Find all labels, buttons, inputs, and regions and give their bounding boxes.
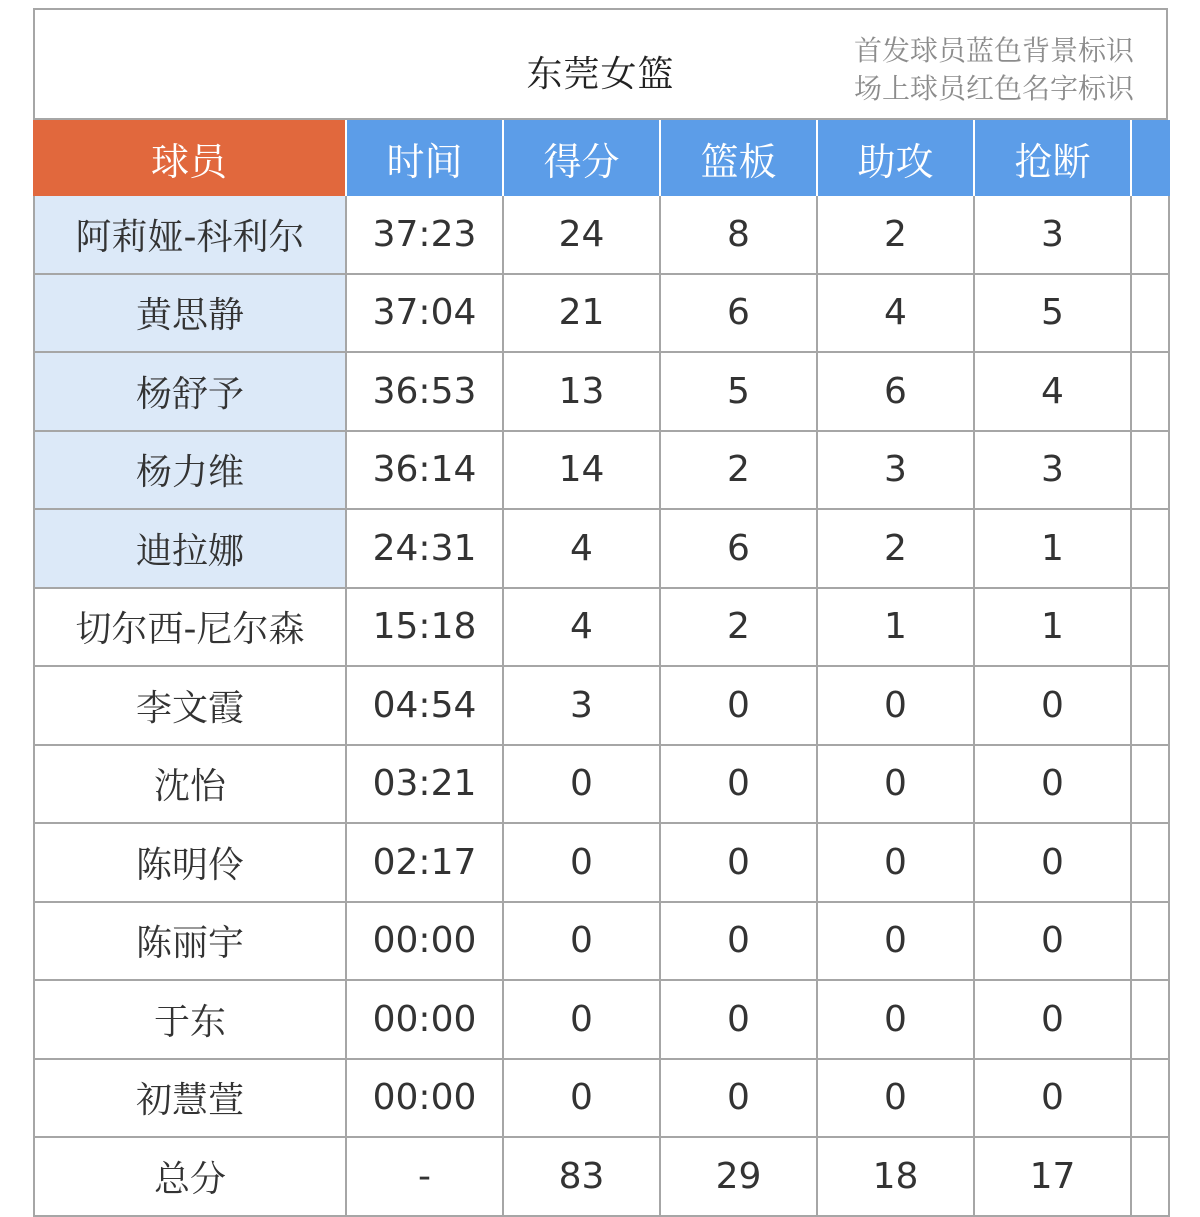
time-cell: 15:18 (347, 589, 504, 666)
extra-column-cell (1132, 667, 1170, 744)
steals-cell: 0 (975, 981, 1132, 1058)
assists-cell: 4 (818, 275, 975, 352)
header-player: 球员 (33, 120, 347, 196)
extra-column-cell (1132, 824, 1170, 901)
rebounds-cell: 2 (661, 432, 818, 509)
time-cell: 03:21 (347, 746, 504, 823)
player-row (33, 1060, 1170, 1139)
steals-cell: 0 (975, 903, 1132, 980)
points-cell: 4 (504, 589, 661, 666)
player-row (33, 353, 1170, 432)
points-cell: 3 (504, 667, 661, 744)
time-cell: 36:14 (347, 432, 504, 509)
player-row (33, 275, 1170, 354)
rebounds-cell: 2 (661, 589, 818, 666)
points-cell: 0 (504, 903, 661, 980)
points-cell: 0 (504, 746, 661, 823)
player-row (33, 589, 1170, 668)
points-cell: 13 (504, 353, 661, 430)
assists-cell: 0 (818, 746, 975, 823)
player-cell: 总分 (33, 1138, 347, 1215)
steals-cell: 1 (975, 589, 1132, 666)
time-cell: 36:53 (347, 353, 504, 430)
time-cell: 00:00 (347, 903, 504, 980)
legend-starter-note: 首发球员蓝色背景标识 (853, 34, 1134, 67)
time-cell: 00:00 (347, 981, 504, 1058)
points-cell: 0 (504, 824, 661, 901)
time-cell: 00:00 (347, 1060, 504, 1137)
header-steals: 抢断 (975, 120, 1132, 196)
rebounds-cell: 0 (661, 1060, 818, 1137)
time-cell: 37:04 (347, 275, 504, 352)
table-title-box (33, 8, 1168, 120)
rebounds-cell: 6 (661, 275, 818, 352)
time-cell: 02:17 (347, 824, 504, 901)
assists-cell: 3 (818, 432, 975, 509)
assists-cell: 2 (818, 510, 975, 587)
player-cell: 李文霞 (33, 667, 347, 744)
player-cell: 沈怡 (33, 746, 347, 823)
steals-cell: 4 (975, 353, 1132, 430)
assists-cell: 0 (818, 824, 975, 901)
rebounds-cell: 8 (661, 196, 818, 273)
extra-column-cell (1132, 903, 1170, 980)
player-row (33, 432, 1170, 511)
player-row (33, 196, 1170, 275)
assists-cell: 0 (818, 903, 975, 980)
rebounds-cell: 0 (661, 746, 818, 823)
points-cell: 24 (504, 196, 661, 273)
extra-column-cell (1132, 353, 1170, 430)
extra-column-cell (1132, 196, 1170, 273)
extra-column-cell (1132, 1138, 1170, 1215)
player-row (33, 903, 1170, 982)
player-cell: 陈丽宇 (33, 903, 347, 980)
points-cell: 14 (504, 432, 661, 509)
player-cell: 初慧萱 (33, 1060, 347, 1137)
player-cell: 阿莉娅-科利尔 (33, 196, 347, 273)
extra-column-cell (1132, 432, 1170, 509)
steals-cell: 0 (975, 667, 1132, 744)
legend-oncourt-note: 场上球员红色名字标识 (853, 72, 1134, 105)
player-row (33, 510, 1170, 589)
rebounds-cell: 0 (661, 667, 818, 744)
header-points: 得分 (504, 120, 661, 196)
extra-column-cell (1132, 510, 1170, 587)
steals-cell: 0 (975, 746, 1132, 823)
header-extra-column (1132, 120, 1170, 196)
points-cell: 0 (504, 1060, 661, 1137)
player-cell: 杨力维 (33, 432, 347, 509)
assists-cell: 1 (818, 589, 975, 666)
player-cell: 切尔西-尼尔森 (33, 589, 347, 666)
header-time: 时间 (347, 120, 504, 196)
assists-cell: 0 (818, 1060, 975, 1137)
player-row (33, 746, 1170, 825)
team-title: 东莞女篮 (526, 54, 675, 95)
steals-cell: 3 (975, 432, 1132, 509)
player-row (33, 824, 1170, 903)
points-cell: 0 (504, 981, 661, 1058)
time-cell: - (347, 1138, 504, 1215)
assists-cell: 0 (818, 667, 975, 744)
extra-column-cell (1132, 275, 1170, 352)
legend-note (854, 32, 1134, 108)
player-cell: 陈明伶 (33, 824, 347, 901)
extra-column-cell (1132, 746, 1170, 823)
time-cell: 24:31 (347, 510, 504, 587)
extra-column-cell (1132, 981, 1170, 1058)
steals-cell: 0 (975, 1060, 1132, 1137)
points-cell: 21 (504, 275, 661, 352)
rebounds-cell: 5 (661, 353, 818, 430)
header-row (33, 120, 1170, 196)
rebounds-cell: 6 (661, 510, 818, 587)
time-cell: 04:54 (347, 667, 504, 744)
assists-cell: 2 (818, 196, 975, 273)
assists-cell: 18 (818, 1138, 975, 1215)
assists-cell: 6 (818, 353, 975, 430)
rebounds-cell: 0 (661, 824, 818, 901)
player-row (33, 667, 1170, 746)
points-cell: 83 (504, 1138, 661, 1215)
header-assists: 助攻 (818, 120, 975, 196)
extra-column-cell (1132, 1060, 1170, 1137)
points-cell: 4 (504, 510, 661, 587)
rebounds-cell: 0 (661, 981, 818, 1058)
player-cell: 黄思静 (33, 275, 347, 352)
player-row (33, 981, 1170, 1060)
steals-cell: 17 (975, 1138, 1132, 1215)
steals-cell: 3 (975, 196, 1132, 273)
time-cell: 37:23 (347, 196, 504, 273)
steals-cell: 0 (975, 824, 1132, 901)
extra-column-cell (1132, 589, 1170, 666)
assists-cell: 0 (818, 981, 975, 1058)
header-rebounds: 篮板 (661, 120, 818, 196)
rebounds-cell: 29 (661, 1138, 818, 1215)
player-cell: 杨舒予 (33, 353, 347, 430)
player-cell: 迪拉娜 (33, 510, 347, 587)
steals-cell: 5 (975, 275, 1132, 352)
player-cell: 于东 (33, 981, 347, 1058)
rebounds-cell: 0 (661, 903, 818, 980)
steals-cell: 1 (975, 510, 1132, 587)
